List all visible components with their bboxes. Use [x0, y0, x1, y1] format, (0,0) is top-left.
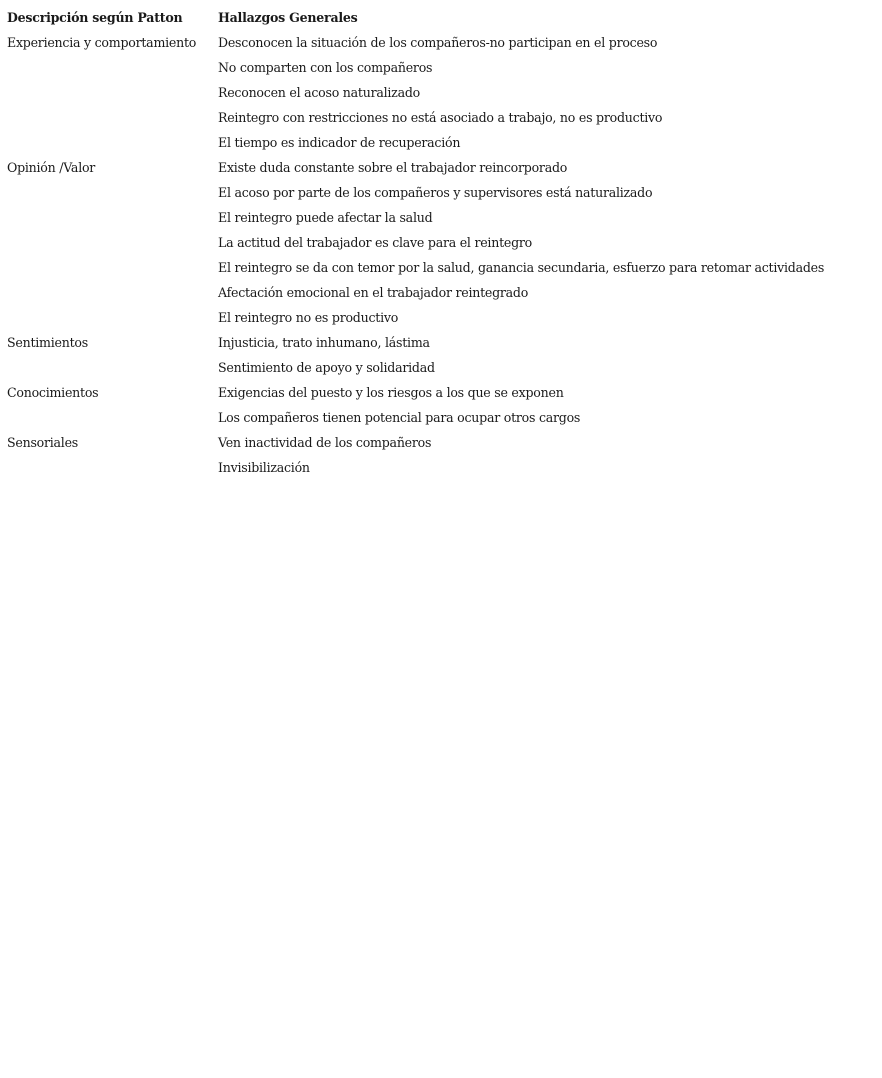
findings-table	[7, 5, 824, 480]
finding-cell: El acoso por parte de los compañeros y supervisores está naturalizado	[218, 185, 653, 200]
header-description: Descripción según Patton	[7, 10, 183, 25]
category-cell	[7, 280, 218, 305]
category-cell	[7, 255, 218, 280]
table-row	[7, 455, 824, 480]
finding-cell: Ven inactividad de los compañeros	[218, 435, 432, 450]
category-cell	[7, 305, 218, 330]
category-cell	[7, 205, 218, 230]
category-cell	[7, 455, 218, 480]
category-cell: Experiencia y comportamiento	[7, 35, 197, 50]
finding-cell: Afectación emocional en el trabajador reintegrado	[218, 285, 529, 300]
header-findings: Hallazgos Generales	[218, 10, 358, 25]
category-cell	[7, 80, 218, 105]
category-cell: Sentimientos	[7, 335, 88, 350]
table-row	[7, 55, 824, 80]
finding-cell: Exigencias del puesto y los riesgos a los que se exponen	[218, 385, 564, 400]
finding-cell: Reconocen el acoso naturalizado	[218, 85, 420, 100]
finding-cell: Los compañeros tienen potencial para ocupar otros cargos	[218, 410, 581, 425]
finding-cell: El reintegro no es productivo	[218, 310, 399, 325]
table-row	[7, 105, 824, 130]
finding-cell: El reintegro puede afectar la salud	[218, 210, 433, 225]
table-row	[7, 205, 824, 230]
category-cell	[7, 105, 218, 130]
finding-cell: El tiempo es indicador de recuperación	[218, 135, 461, 150]
table-row	[7, 230, 824, 255]
finding-cell: Existe duda constante sobre el trabajador reincorporado	[218, 160, 568, 175]
table-row	[7, 180, 824, 205]
finding-cell: Injusticia, trato inhumano, lástima	[218, 335, 430, 350]
category-cell	[7, 55, 218, 80]
table-row	[7, 130, 824, 155]
header-row	[7, 5, 824, 30]
table-row	[7, 305, 824, 330]
table-row	[7, 330, 824, 355]
finding-cell: Reintegro con restricciones no está asociado a trabajo, no es productivo	[218, 110, 663, 125]
table-row	[7, 355, 824, 380]
category-cell	[7, 230, 218, 255]
finding-cell: No comparten con los compañeros	[218, 60, 433, 75]
finding-cell: Desconocen la situación de los compañeros-no participan en el proceso	[218, 35, 658, 50]
category-cell	[7, 130, 218, 155]
finding-cell: Invisibilización	[218, 460, 310, 475]
finding-cell: El reintegro se da con temor por la salud, ganancia secundaria, esfuerzo para retomar actividades	[218, 260, 825, 275]
table-row	[7, 80, 824, 105]
table-row	[7, 430, 824, 455]
table-row	[7, 155, 824, 180]
category-cell: Sensoriales	[7, 435, 78, 450]
table-row	[7, 380, 824, 405]
table-body	[7, 30, 824, 480]
category-cell	[7, 405, 218, 430]
category-cell: Conocimientos	[7, 385, 99, 400]
table-row	[7, 30, 824, 55]
table-row	[7, 280, 824, 305]
table-row	[7, 255, 824, 280]
finding-cell: Sentimiento de apoyo y solidaridad	[218, 360, 435, 375]
finding-cell: La actitud del trabajador es clave para el reintegro	[218, 235, 533, 250]
category-cell	[7, 355, 218, 380]
table-header	[7, 5, 824, 30]
category-cell: Opinión /Valor	[7, 160, 96, 175]
category-cell	[7, 180, 218, 205]
table-row	[7, 405, 824, 430]
